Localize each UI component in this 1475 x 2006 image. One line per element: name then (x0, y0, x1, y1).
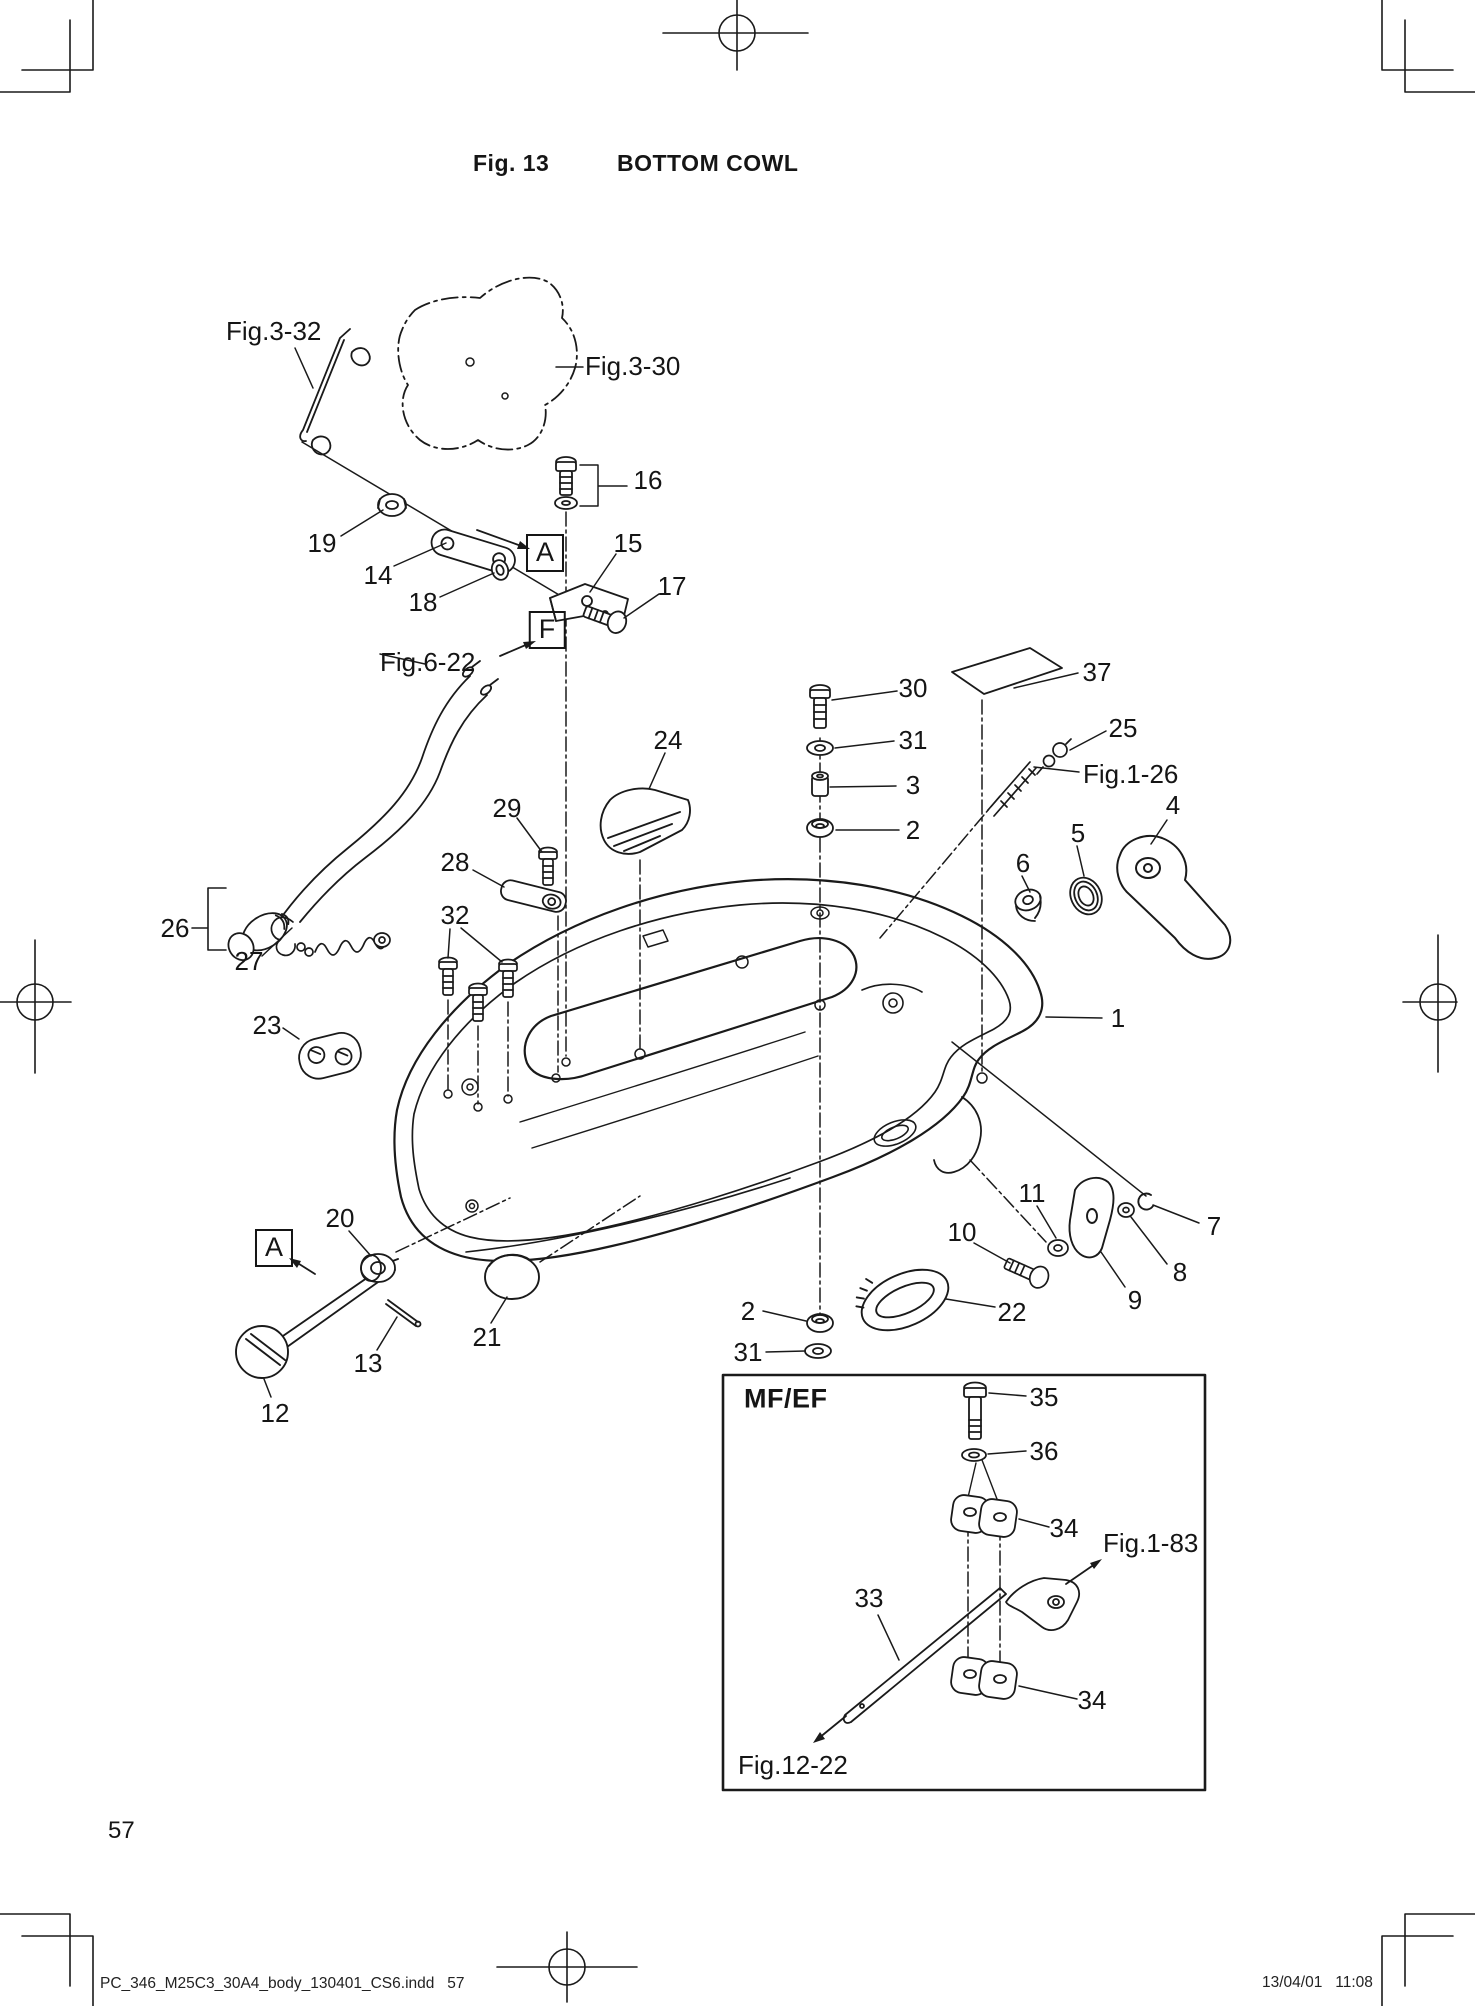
fig3-30-cowl-outline (398, 278, 577, 450)
part-13-pin (386, 1300, 421, 1327)
part-22-grommet-oval (848, 1249, 958, 1343)
callout-a: A (255, 1229, 293, 1267)
callout-8: 8 (1172, 1257, 1188, 1287)
part-37-plate (952, 648, 1062, 694)
callout-5: 5 (1070, 818, 1086, 848)
callout-24: 24 (653, 725, 683, 755)
callout-fig-3-32: Fig.3-32 (226, 316, 322, 346)
callout-22: 22 (997, 1297, 1027, 1327)
part-11-washer (1048, 1240, 1068, 1256)
callout-19: 19 (307, 528, 337, 558)
callout-36: 36 (1029, 1436, 1059, 1466)
crop-mark-bottom-right (1382, 1914, 1475, 2006)
callout-13: 13 (353, 1348, 383, 1378)
part-29-bolt (539, 848, 557, 886)
callout-mf-ef: MF/EF (744, 1383, 828, 1414)
fig3-30-holes (466, 358, 508, 399)
register-mark-left-middle (0, 940, 71, 1073)
callout-fig-1-83: Fig.1-83 (1103, 1528, 1199, 1558)
callout-23: 23 (252, 1010, 282, 1040)
callout-28: 28 (440, 847, 470, 877)
callout-17: 17 (657, 571, 687, 601)
callout-31: 31 (733, 1337, 763, 1367)
axis-part21 (540, 1196, 640, 1262)
callout-18: 18 (408, 587, 438, 617)
cowl-inner-rim (412, 900, 1010, 1241)
callout-25: 25 (1108, 713, 1138, 743)
callout-10: 10 (947, 1217, 977, 1247)
part-35-bolt (964, 1383, 986, 1440)
crop-mark-top-left (0, 0, 93, 92)
part-31-washer-bottom (805, 1344, 831, 1358)
part-10-bolt (1002, 1252, 1052, 1290)
callout-31: 31 (898, 725, 928, 755)
part-32-bolts (439, 958, 517, 1022)
register-mark-bottom-center (497, 1932, 637, 2002)
footer-filename: PC_346_M25C3_30A4_body_130401_CS6.indd 57 (100, 1975, 465, 1992)
part-20-grommet (361, 1254, 395, 1282)
part-19-nut (378, 494, 406, 516)
callout-15: 15 (613, 528, 643, 558)
callout-3: 3 (905, 770, 921, 800)
callout-34: 34 (1077, 1685, 1107, 1715)
part-31-washer-top (807, 741, 833, 755)
callout-fig-3-30: Fig.3-30 (585, 351, 681, 381)
fig3-32-rod (300, 329, 370, 454)
callout-1: 1 (1110, 1003, 1126, 1033)
callout-2: 2 (740, 1296, 756, 1326)
part-2-grommet-bottom (807, 1314, 833, 1332)
page-title: BOTTOM COWL (617, 150, 799, 176)
label-26-bracket (192, 888, 226, 950)
callout-21: 21 (472, 1322, 502, 1352)
part-30-bolt (810, 685, 830, 728)
callout-6: 6 (1015, 848, 1031, 878)
part-34-clamp-lower (950, 1656, 1019, 1701)
fig1-83-bracket (1006, 1578, 1079, 1630)
page-number: 57 (108, 1817, 135, 1844)
part-16-bolt-washer (555, 457, 577, 509)
callout-f: F (529, 611, 566, 649)
axis-ring7 (952, 1042, 1146, 1196)
axis-fig1-26 (880, 796, 1000, 938)
bottom-cowl-drawing (394, 879, 1042, 1261)
fig6-22-cable (278, 661, 498, 922)
part-2-grommet-top (807, 819, 833, 837)
footer-datetime: 13/04/01 11:08 (1262, 1974, 1373, 1991)
callout-34: 34 (1049, 1513, 1079, 1543)
cowl-steering-boss (862, 984, 922, 1013)
part-23-grommet (295, 1029, 365, 1083)
crop-mark-bottom-left (0, 1914, 93, 2006)
crop-mark-top-right (1382, 0, 1475, 92)
register-mark-right-middle (1403, 935, 1457, 1072)
callout-9: 9 (1127, 1285, 1143, 1315)
part-34-clamp-upper (950, 1494, 1019, 1539)
callout-fig-1-26: Fig.1-26 (1083, 759, 1179, 789)
callout-32: 32 (440, 900, 470, 930)
callout-11: 11 (1018, 1178, 1046, 1208)
callout-a: A (526, 534, 564, 572)
part-28-plate (499, 878, 568, 913)
callout-4: 4 (1165, 790, 1181, 820)
register-mark-top-center (663, 0, 808, 70)
callout-30: 30 (898, 673, 928, 703)
projection-axes (396, 512, 1046, 1670)
part-6-bushing (1012, 886, 1043, 921)
fig1-26-rod (988, 762, 1036, 816)
cowl-rear-bracket (934, 1097, 981, 1173)
callout-fig-12-22: Fig.12-22 (738, 1750, 848, 1780)
leader-lines (262, 348, 1199, 1699)
cowl-opening (525, 938, 857, 1079)
part-8-washer (1118, 1203, 1134, 1217)
part-36-washer (962, 1449, 986, 1461)
part-5-seal (1064, 872, 1107, 919)
part-3-spacer (812, 772, 828, 796)
callout-16: 16 (633, 465, 663, 495)
callout-27: 27 (234, 946, 264, 976)
callout-20: 20 (325, 1203, 355, 1233)
part-24-wedge (601, 788, 690, 853)
axis-lines-solid (302, 442, 1146, 1196)
callout-14: 14 (363, 560, 393, 590)
mfef-box (723, 1375, 1205, 1790)
cowl-grommet-hole (870, 1115, 919, 1152)
callout-26: 26 (160, 913, 190, 943)
part-4-handle (1117, 836, 1230, 959)
callout-37: 37 (1082, 657, 1112, 687)
mfef-inset (723, 1375, 1205, 1790)
callout-fig-6-22: Fig.6-22 (380, 647, 476, 677)
callout-33: 33 (854, 1583, 884, 1613)
callout-7: 7 (1206, 1211, 1222, 1241)
part-9-cover (1069, 1178, 1113, 1258)
figure-number: Fig. 13 (473, 150, 550, 176)
part-21-cap (485, 1255, 539, 1299)
callout-2: 2 (905, 815, 921, 845)
callout-12: 12 (260, 1398, 290, 1428)
callout-29: 29 (492, 793, 522, 823)
callout-35: 35 (1029, 1382, 1059, 1412)
